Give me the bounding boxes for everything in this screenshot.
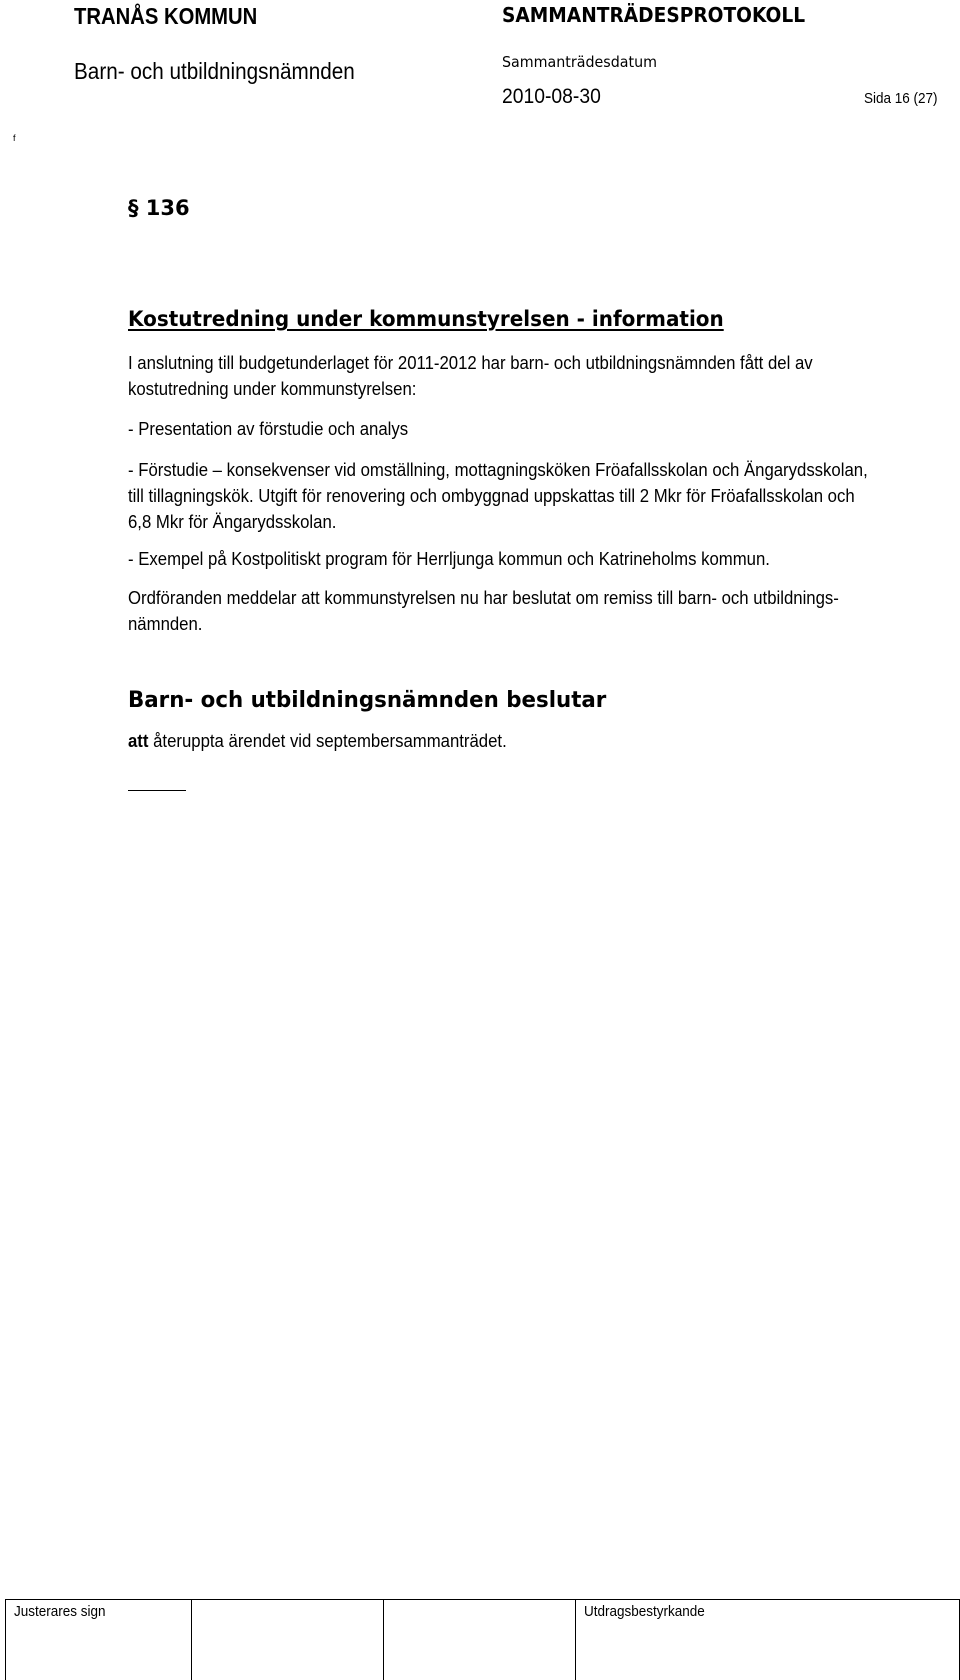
signature-cell-adjuster	[6, 1600, 192, 1680]
signature-cell	[384, 1600, 576, 1680]
paragraph-line: 6,8 Mkr för Ängarydsskolan.	[128, 512, 337, 532]
decision-keyword: att	[128, 731, 149, 751]
section-title: Kostutredning under kommunstyrelsen - information	[128, 307, 724, 331]
paragraph-prestudy	[128, 457, 958, 535]
signature-label: Utdragsbestyrkande	[584, 1603, 705, 1620]
signature-label: Justerares sign	[14, 1603, 106, 1620]
paragraph-line: kostutredning under kommunstyrelsen:	[128, 379, 417, 399]
paragraph-line: till tillagningskök. Utgift för renovering och ombyggnad uppskattas till 2 Mkr för Fröafallsskolan och	[128, 486, 855, 506]
decision-text	[128, 731, 507, 752]
paragraph-line: Ordföranden meddelar att kommunstyrelsen nu har beslutat om remiss till barn- och utbildnings-	[128, 588, 839, 608]
end-rule	[128, 790, 186, 791]
paragraph-line: I anslutning till budgetunderlaget för 2011-2012 har barn- och utbildningsnämnden fått del av	[128, 353, 813, 373]
margin-mark: f	[13, 133, 16, 143]
paragraph-presentation	[128, 416, 958, 442]
document-type: SAMMANTRÄDESPROTOKOLL	[502, 3, 806, 27]
signature-cell	[192, 1600, 384, 1680]
municipality-name: TRANÅS KOMMUN	[74, 3, 258, 29]
paragraph-line: nämnden.	[128, 614, 203, 634]
date-label: Sammanträdesdatum	[502, 53, 657, 71]
decision-body: återuppta ärendet vid septembersammanträdet.	[153, 731, 507, 751]
paragraph-line: - Förstudie – konsekvenser vid omställning, mottagningsköken Fröafallsskolan och Ängarydsskolan,	[128, 460, 868, 480]
section-number: § 136	[128, 196, 190, 220]
paragraph-line: - Exempel på Kostpolitiskt program för Herrljunga kommun och Katrineholms kommun.	[128, 549, 770, 569]
paragraph-chair	[128, 585, 958, 637]
paragraph-intro	[128, 350, 958, 402]
meeting-date: 2010-08-30	[502, 85, 601, 108]
signature-table	[5, 1599, 960, 1680]
signature-cell-certification	[576, 1600, 960, 1680]
paragraph-example	[128, 546, 958, 572]
paragraph-line: - Presentation av förstudie och analys	[128, 419, 409, 439]
page-number: Sida 16 (27)	[864, 90, 938, 107]
decision-heading: Barn- och utbildningsnämnden beslutar	[128, 688, 607, 713]
committee-name: Barn- och utbildningsnämnden	[74, 58, 355, 84]
